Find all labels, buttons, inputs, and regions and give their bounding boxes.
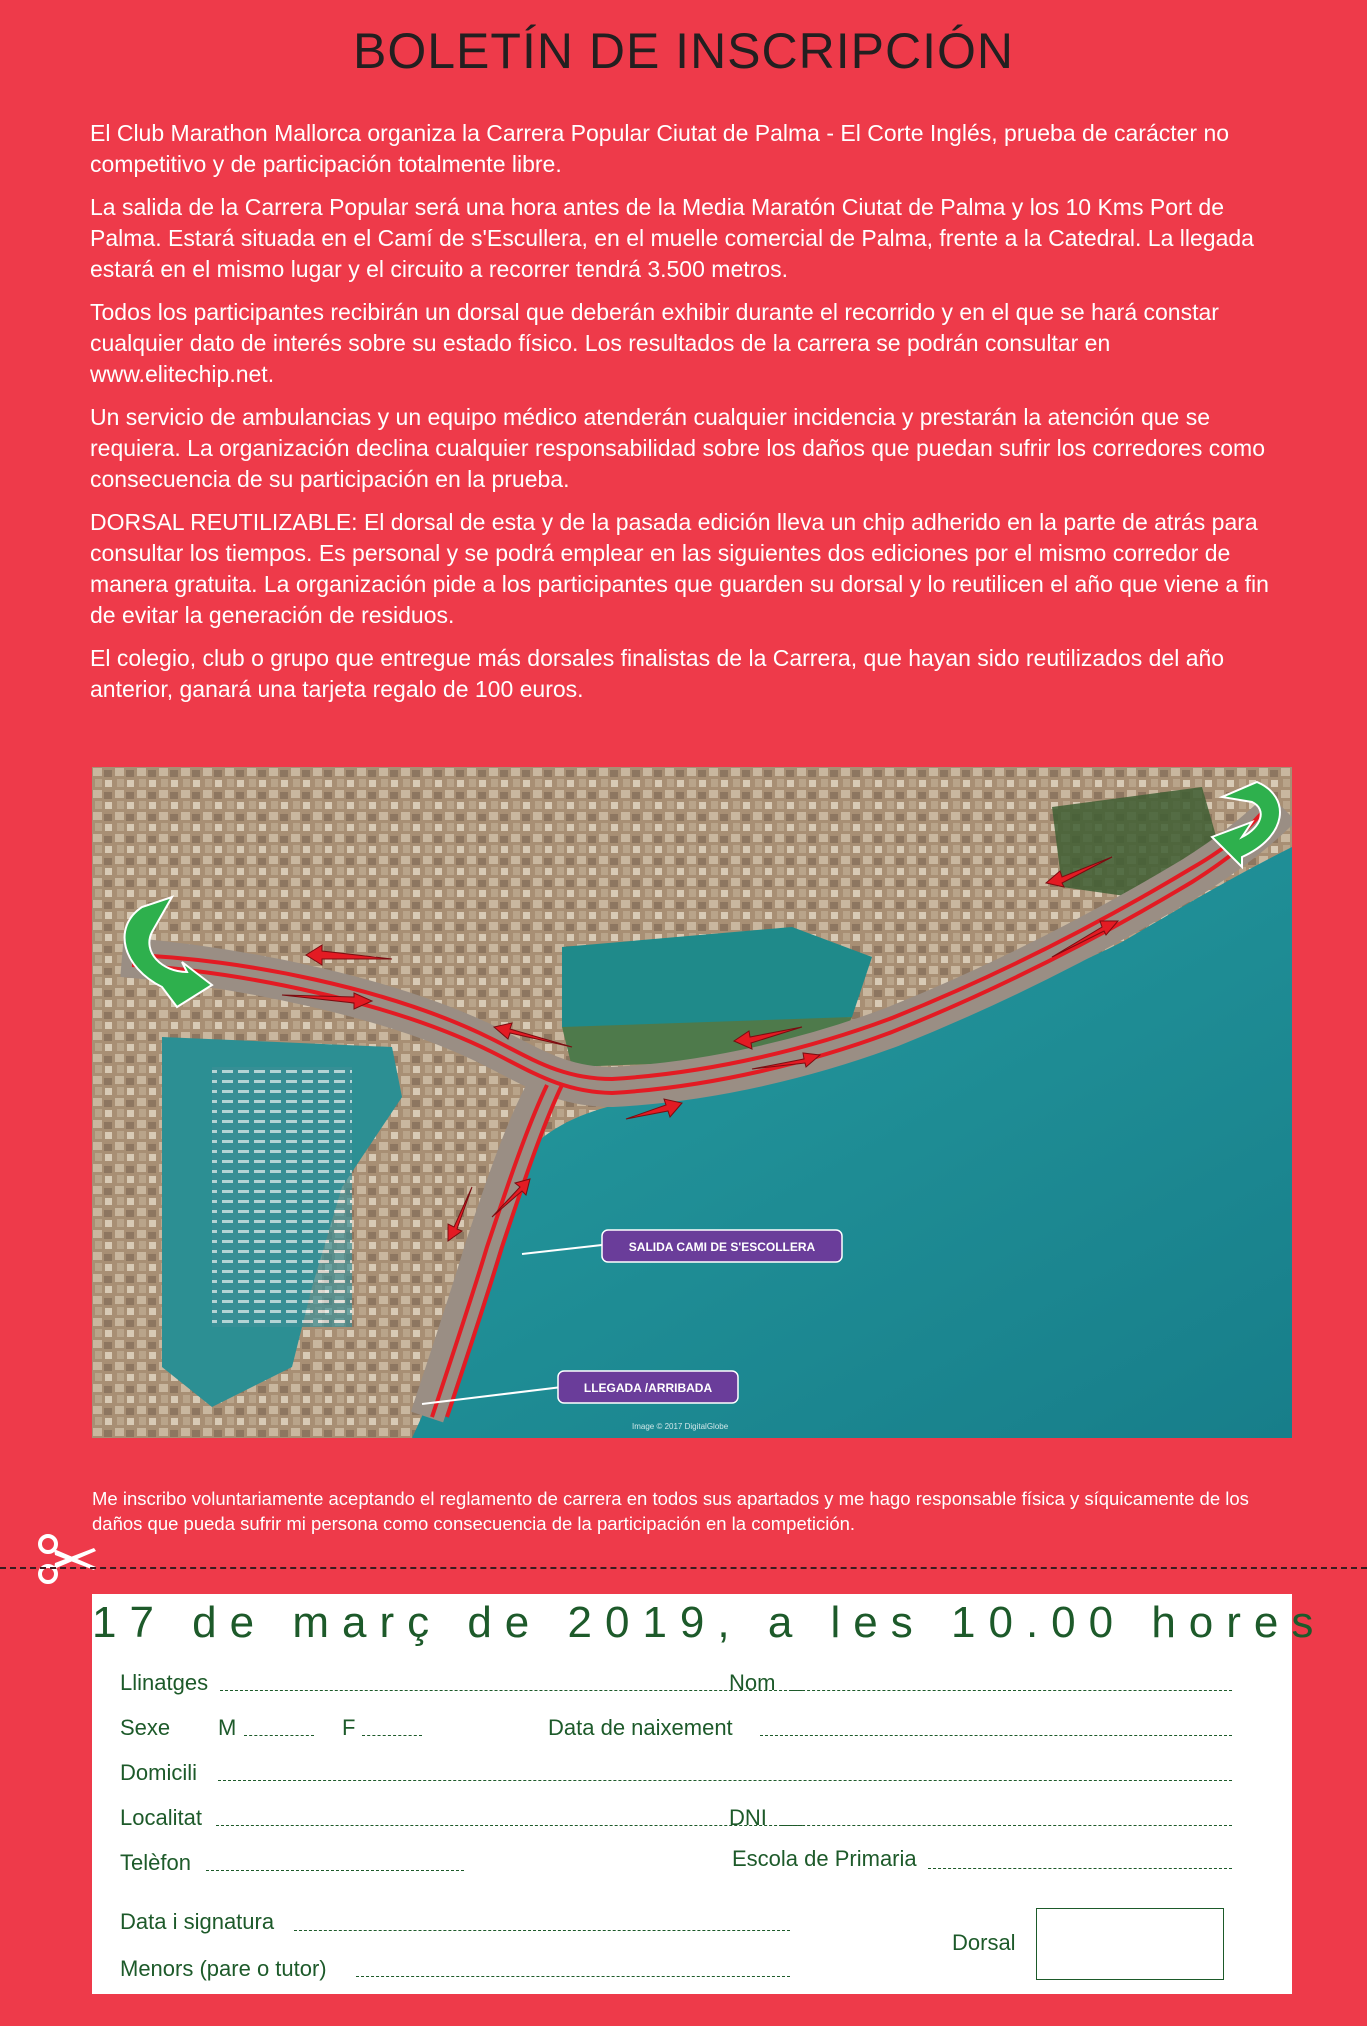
paragraph-start: La salida de la Carrera Popular será una hora antes de la Media Maratón Ciutat de Palma y los 10 Kms Port de Palma. Estará situada en el Camí de s'Escullera, en el muelle comercial de Palma, frente a la Catedral. La llegada estará en el mismo lugar y el circuito a recorrer tendrá 3.500 metros. bbox=[90, 194, 1254, 282]
sexe-f-field[interactable] bbox=[362, 1735, 422, 1736]
label-dorsal: Dorsal bbox=[952, 1930, 1016, 1955]
start-label: SALIDA CAMI DE S'ESCOLLERA bbox=[628, 1240, 816, 1254]
event-date: 17 de març de 2019, a les 10.00 hores bbox=[92, 1598, 1327, 1647]
sexe-m-field[interactable] bbox=[244, 1735, 314, 1736]
finish-label: LLEGADA /ARRIBADA bbox=[583, 1381, 713, 1395]
paragraph-organizer: El Club Marathon Mallorca organiza la Carrera Popular Ciutat de Palma - El Corte Inglés, prueba de carácter no competitivo y de participación totalmente libre. bbox=[90, 120, 1230, 177]
label-f: F bbox=[342, 1715, 356, 1740]
label-data-signatura: Data i signatura bbox=[120, 1909, 275, 1934]
map-credit: Image © 2017 DigitalGlobe bbox=[632, 1422, 729, 1431]
page-title: BOLETÍN DE INSCRIPCIÓN bbox=[353, 23, 1014, 79]
nom-field[interactable] bbox=[792, 1690, 1232, 1691]
label-nom: Nom bbox=[729, 1670, 776, 1695]
marina-boats bbox=[212, 1067, 352, 1327]
dni-field[interactable] bbox=[782, 1825, 1232, 1826]
label-m: M bbox=[218, 1715, 237, 1740]
registration-form bbox=[92, 1594, 1327, 1994]
cut-line bbox=[0, 1567, 1367, 1569]
label-telefon: Telèfon bbox=[120, 1850, 191, 1875]
paragraph-prize: El colegio, club o grupo que entregue más dorsales finalistas de la Carrera, que hayan sido reutilizados del año anterior, ganará una tarjeta regalo de 100 euros. bbox=[90, 645, 1225, 702]
label-dni: DNI bbox=[729, 1805, 767, 1830]
data-signatura-field[interactable] bbox=[294, 1930, 790, 1931]
label-domicili: Domicili bbox=[120, 1760, 197, 1785]
route-map bbox=[92, 767, 1292, 1438]
paragraph-medical: Un servicio de ambulancias y un equipo médico atenderán cualquier incidencia y prestarán la atención que se requiera. La organización declina cualquier responsabilidad sobre los daños que puedan sufrir los corredores como consecuencia de su participación en la prueba. bbox=[90, 404, 1265, 492]
label-localitat: Localitat bbox=[120, 1805, 202, 1830]
llinatges-field[interactable] bbox=[220, 1690, 802, 1691]
data-naixement-field[interactable] bbox=[760, 1735, 1232, 1736]
paragraph-dorsal: Todos los participantes recibirán un dorsal que deberán exhibir durante el recorrido y en el que se hará constar cualquier dato de interés sobre su estado físico. Los resultados de la carrera se podrán consultar en www.elitechip.net. bbox=[90, 299, 1219, 387]
disclaimer-text: Me inscribo voluntariamente aceptando el reglamento de carrera en todos sus apartados y me hago responsable física y síquicamente de los daños que pueda sufrir mi persona como consecuencia de la participación en la competición. bbox=[92, 1488, 1249, 1534]
escola-field[interactable] bbox=[928, 1868, 1232, 1869]
menors-field[interactable] bbox=[356, 1976, 790, 1977]
telefon-field[interactable] bbox=[206, 1870, 464, 1871]
label-llinatges: Llinatges bbox=[120, 1670, 209, 1695]
paragraph-reusable: DORSAL REUTILIZABLE: El dorsal de esta y de la pasada edición lleva un chip adherido en la parte de atrás para consultar los tiempos. Es personal y se podrá emplear en las siguientes dos ediciones por el mismo corredor de manera gratuita. La organización pide a los participantes que guarden su dorsal y lo reutilicen el año que viene a fin de evitar la generación de residuos. bbox=[90, 509, 1269, 628]
localitat-field[interactable] bbox=[216, 1825, 802, 1826]
label-escola: Escola de Primaria bbox=[732, 1846, 917, 1871]
label-menors: Menors (pare o tutor) bbox=[120, 1956, 327, 1981]
label-data-naixement: Data de naixement bbox=[548, 1715, 733, 1740]
scissors-icon bbox=[36, 1534, 98, 1584]
label-sexe: Sexe bbox=[120, 1715, 171, 1740]
intro-text bbox=[90, 118, 1300, 717]
domicili-field[interactable] bbox=[218, 1780, 1232, 1781]
dorsal-box[interactable] bbox=[1036, 1908, 1224, 1980]
